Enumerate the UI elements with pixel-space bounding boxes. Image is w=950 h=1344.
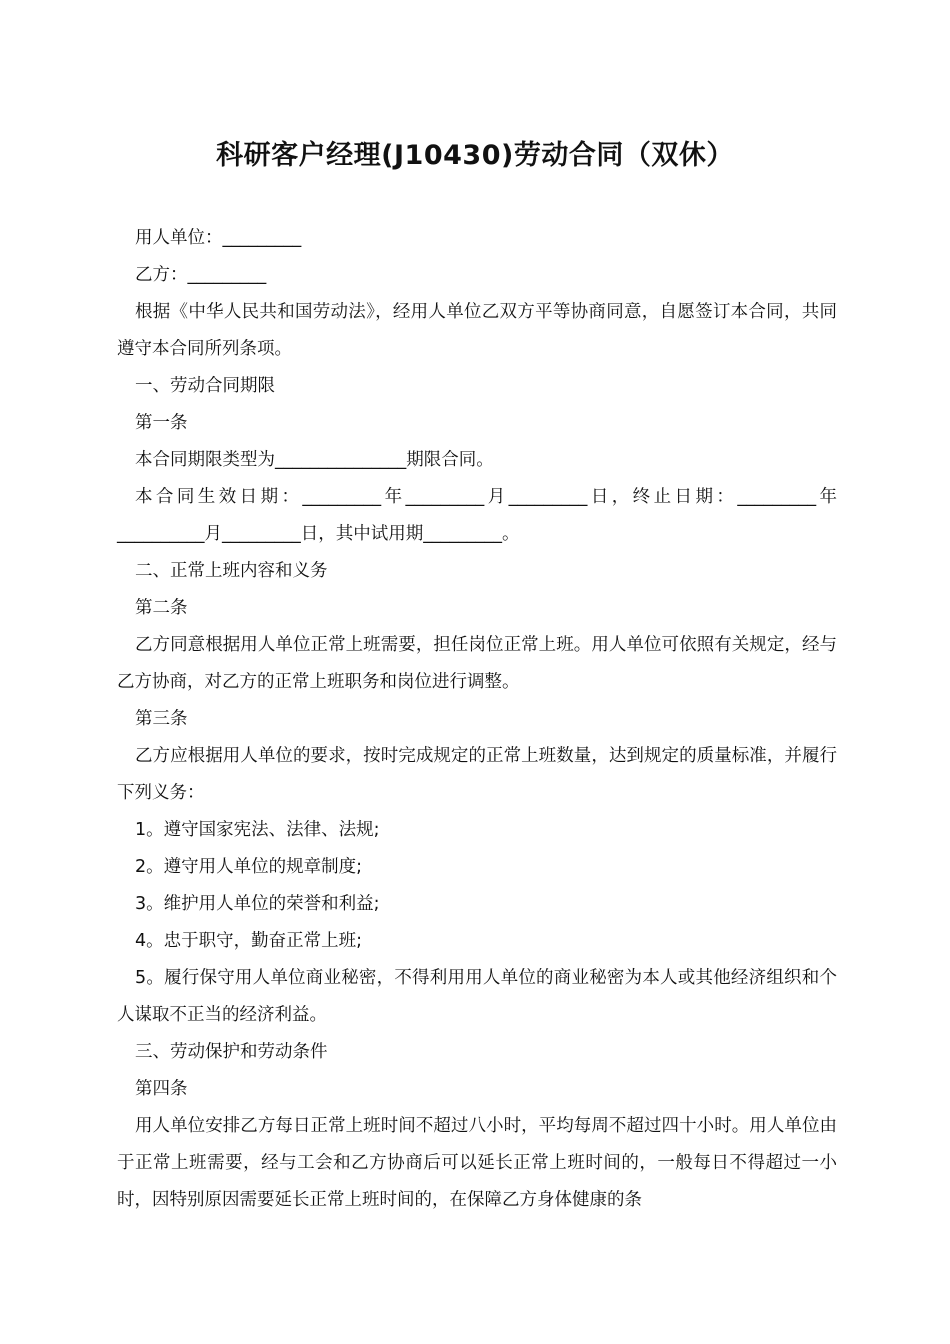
- article-paragraph: 用人单位安排乙方每日正常上班时间不超过八小时，平均每周不超过四十小时。用人单位由于正常上班需要，经与工会和乙方协商后可以延长正常上班时间的，一般每日不得超过一小时，因特别原因需要延长正常上班时间的，在保障乙方身体健康的条: [117, 1116, 837, 1210]
- list-item: 5。履行保守用人单位商业秘密，不得利用用人单位的商业秘密为本人或其他经济组织和个人谋取不正当的经济利益。: [117, 968, 837, 1025]
- document-title: 科研客户经理(J10430)劳动合同（双休）: [216, 140, 734, 171]
- party-b-line: 乙方：_________: [135, 265, 267, 285]
- article-paragraph: 乙方应根据用人单位的要求，按时完成规定的正常上班数量，达到规定的质量标准，并履行下列义务：: [117, 746, 837, 803]
- section-heading: 三、劳动保护和劳动条件: [135, 1042, 328, 1062]
- effective-date-paragraph: 本合同生效日期：_________年_________月_________日，终止日期：_________年__________月_________日，其中试用期_________。: [117, 487, 837, 544]
- list-item: 1。遵守国家宪法、法律、法规;: [135, 820, 380, 840]
- section-heading: 一、劳动合同期限: [135, 376, 275, 396]
- document-body: [117, 220, 837, 1219]
- list-item: 2。遵守用人单位的规章制度;: [135, 857, 363, 877]
- contract-term-type-line: 本合同期限类型为_______________期限合同。: [135, 450, 494, 470]
- article-heading: 第一条: [135, 413, 188, 433]
- article-paragraph: 乙方同意根据用人单位正常上班需要，担任岗位正常上班。用人单位可依照有关规定，经与乙方协商，对乙方的正常上班职务和岗位进行调整。: [117, 635, 837, 692]
- preamble-paragraph: 根据《中华人民共和国劳动法》，经用人单位乙双方平等协商同意，自愿签订本合同，共同遵守本合同所列条项。: [117, 302, 837, 359]
- section-heading: 二、正常上班内容和义务: [135, 561, 328, 581]
- article-heading: 第三条: [135, 709, 188, 729]
- article-heading: 第二条: [135, 598, 188, 618]
- employer-line: 用人单位：_________: [135, 228, 302, 248]
- list-item: 3。维护用人单位的荣誉和利益;: [135, 894, 380, 914]
- list-item: 4。忠于职守，勤奋正常上班;: [135, 931, 363, 951]
- article-heading: 第四条: [135, 1079, 188, 1099]
